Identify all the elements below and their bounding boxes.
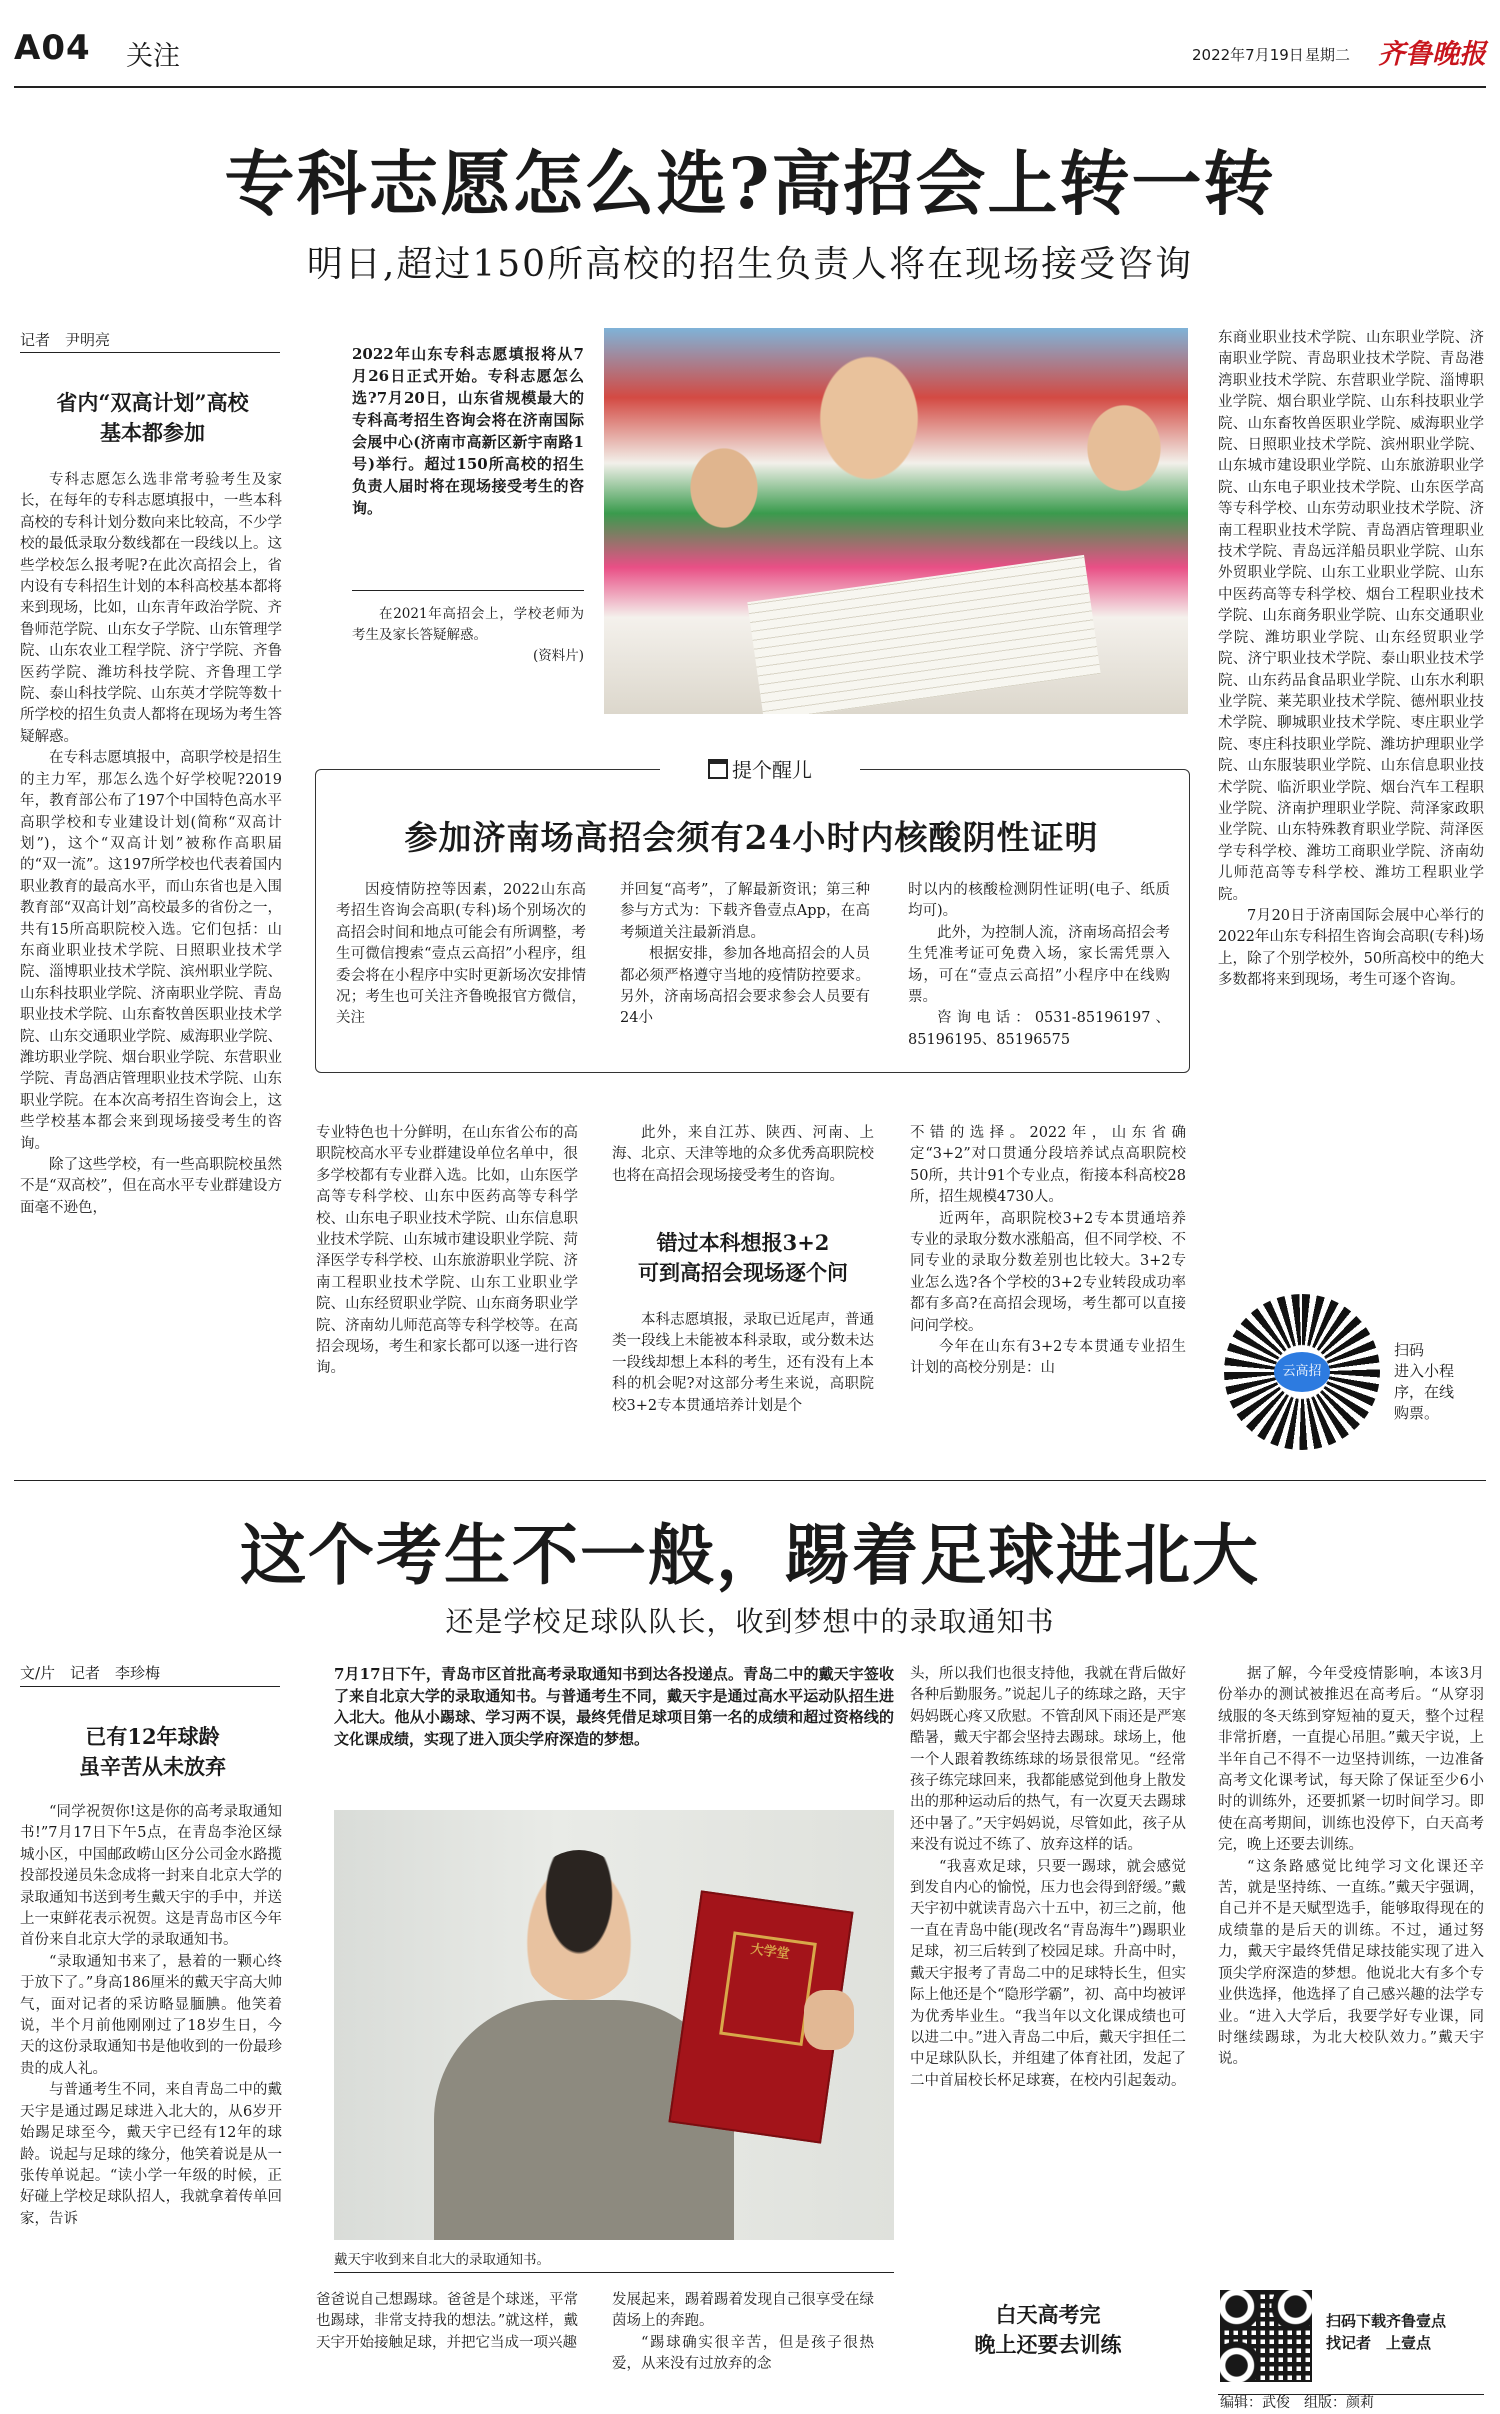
article2-column-1 xyxy=(20,1802,282,2398)
article1-column-3b xyxy=(612,1310,874,1463)
article2-subhead: 还是学校足球队队长，收到梦想中的录取通知书 xyxy=(445,1605,1055,1638)
notice-col3-para-1: 时以内的核酸检测阴性证明(电子、纸质均可)。 xyxy=(908,882,1170,920)
hand-right xyxy=(804,1990,854,2050)
notice-col3-para-3: 咨询电话：0531-85196197、85196195、85196575 xyxy=(908,1010,1170,1048)
notice-column-1 xyxy=(336,880,586,1060)
article2-col1-para-2: “录取通知书来了，悬着的一颗心终于放下了。”身高186厘米的戴天宇高大帅气，面对记者的采访略显腼腆。他笑着说，半个月前他刚刚过了18岁生日，今天的这份录取通知书是他收到的一份最珍贵的成人礼。 xyxy=(20,1953,282,2077)
notice-tag xyxy=(660,754,860,784)
article1-col4-para-1: 不错的选择。2022年，山东省确定“3+2”对口贯通分段培养试点高职院校50所，共计91个专业点，衔接本科高校28所，招生规模4730人。 xyxy=(910,1125,1186,1206)
masthead-logo: 齐鲁晚报 xyxy=(1378,39,1486,70)
article2-subtitle1: 已有12年球龄 虽辛苦从未放弃 xyxy=(79,1724,226,1779)
article1-col2-para: 专业特色也十分鲜明，在山东省公布的高职院校高水平专业群建设单位名单中，很多学校都有专业群入选。比如，山东医学高等专科学校、山东中医药高等专科学校、山东电子职业技术学院、山东信息职业技术学院、山东城市建设职业学院、菏泽医学专科学校、山东旅游职业学院、济南工程职业技术学院、山东工业职业学院、山东经贸职业学院、山东商务职业学院、济南幼儿师范高等专科学校等。在高招会现场，考生和家长都可以逐一进行咨询。 xyxy=(316,1125,578,1377)
article2-col2-para: 爸爸说自己想踢球。爸爸是个球迷，平常也踢球，非常支持我的想法。”就这样，戴天宇开始接触足球，并把它当成一项兴趣 xyxy=(316,2292,578,2351)
miniprogram-code[interactable] xyxy=(1224,1294,1380,1450)
article1-col4-para-2: 近两年，高职院校3+2专本贯通培养专业的录取分数水涨船高，但不同学校、不同专业的录取分数差别也比较大。3+2专业怎么选?各个学校的3+2专业转段成功率都有多高?在高招会现场，考生都可以直接问问学校。 xyxy=(910,1210,1186,1334)
article1-column-5 xyxy=(1218,328,1484,1274)
consultation-photo xyxy=(604,328,1188,714)
miniprogram-text: 扫码 进入小程 序，在线 购票。 xyxy=(1394,1341,1455,1422)
article1-col1-para-2: 在专科志愿填报中，高职学校是招生的主力军，那怎么选个好学校呢?2019年，教育部公布了197个中国特色高水平高职学校和专业建设计划(简称“双高计划”)，这个“双高计划”被称作高职届的“双一流”。这197所学校也代表着国内职业教育的最高水平，而山东省也是入围教育部“双高计划”高校最多的省份之一，共有15所高职院校入选。它们包括：山东商业职业技术学院、日照职业技术学院、淄博职业技术学院、滨州职业学院、山东科技职业学院、济南职业学院、青岛职业技术学院、山东畜牧兽医职业技术学院、山东交通职业学院、威海职业学院、潍坊职业学院、烟台职业学院、东营职业学院、青岛酒店管理职业技术学院、山东职业学院。在本次高考招生咨询会上，这些学校基本都会来到现场接受考生的咨询。 xyxy=(20,750,282,1152)
article1-col3-para-2: 本科志愿填报，录取已近尾声，普通类一段线上未能被本科录取，或分数未达一段线却想上本科的考生，还有没有上本科的机会呢?对这部分考生来说，高职院校3+2专本贯通培养计划是个 xyxy=(612,1312,874,1414)
letter-label: 大学堂 xyxy=(749,1941,791,1963)
app-download-qr-code[interactable] xyxy=(1220,2290,1312,2382)
article1-col3-para-1: 此外，来自江苏、陕西、河南、上海、北京、天津等地的众多优秀高职院校也将在高招会现场接受考生的咨询。 xyxy=(612,1125,874,1184)
issue-weekday: 星期二 xyxy=(1305,46,1351,64)
photo1-credit: (资料片) xyxy=(532,648,584,664)
article1-subtitle1: 省内“双高计划”高校 基本都参加 xyxy=(56,390,249,445)
section-name: 关注 xyxy=(126,41,180,72)
photo2-rule xyxy=(334,2272,894,2273)
photo2-caption: 戴天宇收到来自北大的录取通知书。 xyxy=(334,2252,550,2268)
photo1-caption xyxy=(352,604,584,670)
article2-col4-para-2: “我喜欢足球，只要一踢球，就会感觉到发自内心的愉悦，压力也会得到舒缓。”戴天宇初中就读青岛六十五中，初三之前，他一直在青岛中能(现改名“青岛海牛”)踢职业足球，初三后转到了校园足球。升高中时，戴天宇报考了青岛二中的足球特长生，但实际上他还是个“隐形学霸”，初、高中均被评为优秀毕业生。“我当年以文化课成绩也可以进二中。”进入青岛二中后，戴天宇担任二中足球队队长，并组建了体育社团，发起了二中首届校长杯足球赛，在校内引起轰动。 xyxy=(910,1858,1186,2089)
article2-col3-para-1: 发展起来，踢着踢着发现自己很享受在绿茵场上的奔跑。 xyxy=(612,2292,874,2330)
article2-col1-para-3: 与普通考生不同，来自青岛二中的戴天宇是通过踢足球进入北大的，从6岁开始踢足球至今，戴天宇已经有12年的球龄。说起与足球的缘分，他笑着说是从一张传单说起。“读小学一年级的时候，正好碰上学校足球队招人，我就拿着传单回家，告诉 xyxy=(20,2082,282,2227)
article2-lead: 7月17日下午，青岛市区首批高考录取通知书到达各投递点。青岛二中的戴天宇签收了来自北京大学的录取通知书。与普通考生不同，戴天宇是通过高水平运动队招生进入北大。他从小踢球、学习两不误，最终凭借足球项目第一名的成绩和超过资格线的文化课成绩，实现了进入顶尖学府深造的梦想。 xyxy=(334,1665,894,1748)
footer-editors: 编辑：武俊 组版：颜莉 xyxy=(1220,2395,1374,2411)
article2-byline: 文/片 记者 李珍梅 xyxy=(20,1664,161,1682)
page-number: A04 xyxy=(14,28,91,68)
article1-column-3a xyxy=(612,1123,874,1209)
article1-byline: 记者 尹明亮 xyxy=(20,331,111,349)
app-download-text: 扫码下载齐鲁壹点 找记者 上壹点 xyxy=(1326,2312,1447,2352)
notice-col2-para-2: 根据安排，参加各地高招会的人员都必须严格遵守当地的疫情防控要求。另外，济南场高招会要求参会人员要有24小 xyxy=(620,946,870,1027)
notice-title: 参加济南场高招会须有24小时内核酸阴性证明 xyxy=(404,818,1099,857)
article1-col1-para-1: 专科志愿怎么选非常考验考生及家长，在每年的专科志愿填报中，一些本科高校的专科计划分数向来比较高，不少学校的最低录取分数线都在一段线以上。这些学校怎么报考呢?在此次高招会上，省内设有专科招生计划的本科高校基本都将来到现场，比如，山东青年政治学院、齐鲁师范学院、山东女子学院、山东管理学院、山东农业工程学院、济宁学院、齐鲁医药学院、潍坊科技学院、齐鲁理工学院、泰山科技学院、山东英才学院等数十所学校的招生负责人都将在现场为考生答疑解惑。 xyxy=(20,472,282,745)
notice-tag-label: 提个醒儿 xyxy=(732,758,812,782)
article2-col3-para-2: “踢球确实很辛苦，但是孩子很热爱，从来没有过放弃的念 xyxy=(612,2334,874,2373)
photo1-caption-text: 在2021年高招会上，学校老师为考生及家长答疑解惑。 xyxy=(352,606,584,643)
article2-column-4 xyxy=(910,1664,1186,2284)
notice-col3-para-2: 此外，为控制人流，济南场高招会考生凭准考证可免费入场，家长需凭票入场，可在“壹点云高招”小程序中在线购票。 xyxy=(908,924,1170,1006)
notice-tag-icon xyxy=(708,759,728,779)
article2-headline: 这个考生不一般，踢着足球进北大 xyxy=(240,1516,1260,1594)
notice-col1-para: 因疫情防控等因素，2022山东高考招生咨询会高职(专科)场个别场次的高招会时间和地点可能会有所调整，考生可微信搜索“壹点云高招”小程序，组委会将在小程序中实时更新场次安排情况；考生也可关注齐鲁晚报官方微信，关注 xyxy=(336,882,586,1027)
article2-col5-para-1: 据了解，今年受疫情影响，本该3月份举办的测试被推迟在高考后。“从穿羽绒服的冬天练到穿短袖的夏天，整个过程非常折磨，一直提心吊胆。”戴天宇说，上半年自己不得不一边坚持训练，一边准备高考文化课考试，每天除了保证至少6小时的训练外，还要抓紧一切时间学习。即使在高考期间，训练也没停下，白天高考完，晚上还要去训练。 xyxy=(1218,1666,1484,1854)
article2-column-3 xyxy=(612,2290,874,2398)
article1-lead: 2022年山东专科志愿填报将从7月26日正式开始。专科志愿怎么选?7月20日，山东省规模最大的专科高考招生咨询会将在济南国际会展中心(济南市高新区新宇南路1号)举行。超过150所高校的招生负责人届时将在现场接受考生的咨询。 xyxy=(352,345,584,517)
article2-col5-para-2: “这条路感觉比纯学习文化课还辛苦，就是坚持练、一直练。”戴天宇强调，自己并不是天赋型选手，能够取得现在的成绩靠的是后天的训练。不过，通过努力，戴天宇最终凭借足球技能实现了进入顶尖学府深造的梦想。他说北大有多个专业供选择，他选择了自己感兴趣的法学专业。“进入大学后，我要学好专业课，同时继续踢球，为北大校队效力。”戴天宇说。 xyxy=(1218,1858,1484,2068)
issue-date: 2022年7月19日 xyxy=(1192,46,1304,64)
article1-column-2 xyxy=(316,1123,578,1463)
article1-headline: 专科志愿怎么选?高招会上转一转 xyxy=(224,142,1276,225)
byline2-rule xyxy=(20,1686,280,1687)
lead-rule xyxy=(352,590,584,591)
header-rule xyxy=(14,86,1486,88)
notice-column-3 xyxy=(908,880,1170,1060)
byline-rule xyxy=(20,352,280,353)
article1-col5-para-1: 东商业职业技术学院、山东职业学院、济南职业学院、青岛职业技术学院、青岛港湾职业技术学院、东营职业学院、淄博职业学院、烟台职业学院、山东科技职业学院、山东畜牧兽医职业学院、威海职业学院、日照职业技术学院、滨州职业学院、山东城市建设职业学院、山东旅游职业学院、山东电子职业技术学院、山东医学高等专科学校、山东劳动职业技术学院、济南工程职业技术学院、青岛酒店管理职业技术学院、青岛远洋船员职业学院、山东外贸职业学院、山东工业职业学院、山东中医药高等专科学校、烟台工程职业技术学院、山东商务职业学院、山东交通职业学院、潍坊职业学院、山东经贸职业学院、济宁职业技术学院、泰山职业技术学院、山东药品食品职业学院、山东水利职业学院、莱芜职业技术学院、德州职业技术学院、聊城职业技术学院、枣庄职业学院、枣庄科技职业学院、潍坊护理职业学院、山东服装职业学院、山东信息职业技术学院、临沂职业学院、烟台汽车工程职业学院、济南护理职业学院、菏泽家政职业学院、山东特殊教育职业学院、菏泽医学专科学校、潍坊工商职业学院、济南幼儿师范高等专科学校、潍坊工程职业学院。 xyxy=(1218,330,1484,903)
article2-col1-para-1: “同学祝贺你!这是你的高考录取通知书!”7月17日下午5点，在青岛李沧区绿城小区，中国邮政崂山区分公司金水路揽投部投递员朱念成将一封来自北京大学的录取通知书送到考生戴天宇的手中，并送上一束鲜花表示祝贺。这是青岛市区今年首份来自北京大学的录取通知书。 xyxy=(20,1804,282,1949)
notice-col2-para-1: 并回复“高考”，了解最新资讯；第三种参与方式为：下载齐鲁壹点App，在高考频道关注最新消息。 xyxy=(620,882,870,941)
notice-column-2 xyxy=(620,880,870,1060)
article2-col4-para-1: 头，所以我们也很支持他，我就在背后做好各种后勤服务。”说起儿子的练球之路，天宇妈妈既心疼又欣慰。不管刮风下雨还是严寒酷暑，戴天宇都会坚持去踢球。球场上，他一个人跟着教练练球的场景很常见。“经常孩子练完球回来，我都能感觉到他身上散发出的那种运动后的热气，有一次夏天去踢球还中暑了。”天宇妈妈说，尽管如此，孩子从来没有说过不练了、放弃这样的话。 xyxy=(910,1666,1186,1854)
article1-subhead: 明日,超过150所高校的招生负责人将在现场接受咨询 xyxy=(306,244,1194,285)
student-photo xyxy=(334,1810,894,2240)
article2-subtitle2: 白天高考完 晚上还要去训练 xyxy=(974,2302,1122,2357)
article1-subtitle2: 错过本科想报3+2 可到高招会现场逐个问 xyxy=(638,1230,848,1285)
article2-column-2 xyxy=(316,2290,578,2398)
miniprogram-logo: 云高招 xyxy=(1274,1352,1330,1392)
article-divider xyxy=(14,1480,1486,1481)
article1-col5-para-2: 7月20日于济南国际会展中心举行的2022年山东专科招生咨询会高职(专科)场上，除了个别学校外，50所高校中的绝大多数都将来到现场，考生可逐个咨询。 xyxy=(1218,907,1484,989)
article1-column-1 xyxy=(20,470,282,1463)
article1-col4-para-3: 今年在山东有3+2专本贯通专业招生计划的高校分别是：山 xyxy=(910,1339,1186,1377)
article1-column-4 xyxy=(910,1123,1186,1463)
article2-column-5 xyxy=(1218,1664,1484,2254)
article1-col1-para-3: 除了这些学校，有一些高职院校虽然不是“双高校”，但在高水平专业群建设方面毫不逊色， xyxy=(20,1157,282,1216)
document-sheet xyxy=(747,555,1100,714)
student-head xyxy=(519,1850,639,2000)
